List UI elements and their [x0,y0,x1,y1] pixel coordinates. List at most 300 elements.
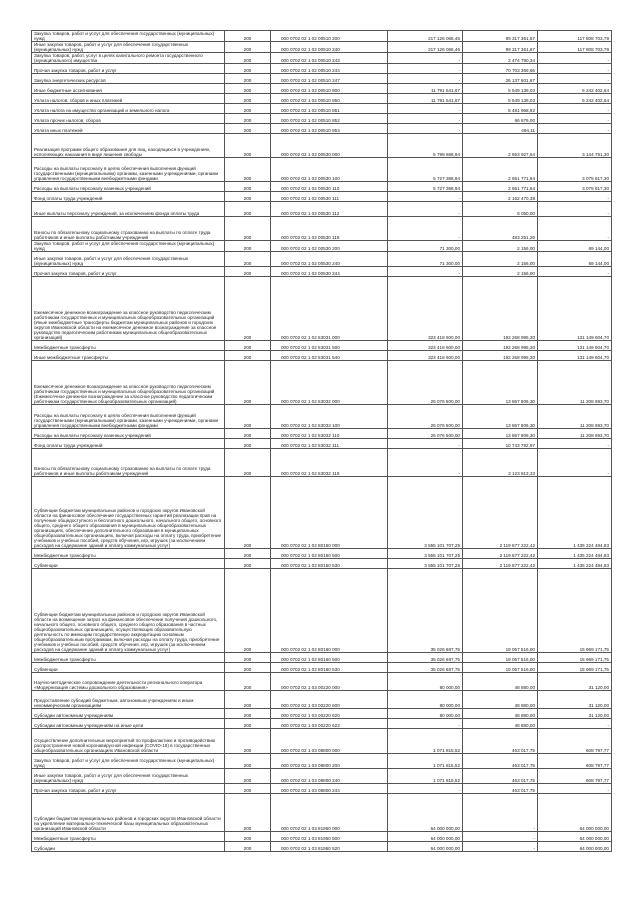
row-name: Закупка товаров, работ, услуг в целях капитального ремонта государственного (муниципального) имущества [32,53,225,64]
row-kbk-code: 000 0702 02 1 02 80160 530 [271,663,388,673]
row-approved-amount: - [388,449,463,477]
row-approved-amount: 1 071 815,52 [388,729,463,754]
table-row [32,439,612,449]
row-kbk-code: 000 0702 02 1 02 00530 200 [271,241,388,252]
row-executed-amount: 5 549 139,03 [463,94,538,104]
row-approved-amount: 80 000,00 [388,673,463,691]
row-remaining-amount: 608 797,77 [538,754,612,769]
row-name: Закупка товаров, работ и услуг для обеспечения государственных (муниципальных) нужд [32,31,225,42]
table-row [32,252,612,267]
row-kbk-code: 000 0702 02 1 02 80150 000 [271,477,388,549]
table-row [32,53,612,64]
row-code: 200 [225,267,271,277]
row-remaining-amount: - [538,74,612,84]
row-kbk-code: 000 0702 02 1 03 81950 500 [271,832,388,842]
row-kbk-code: 000 0702 02 1 02 00510 850 [271,94,388,104]
row-remaining-amount: 11 208 693,70 [538,429,612,439]
row-code: 200 [225,842,271,852]
table-row [32,114,612,124]
row-name: Взносы по обязательному социальному страхованию на выплаты по оплате труда работников и иные выплаты работникам учреждений [32,217,225,241]
row-name: Прочая закупка товаров, работ и услуг [32,267,225,277]
row-remaining-amount: 15 969 171,75 [538,653,612,663]
row-name: Иные выплаты персоналу учреждений, за исключением фонда оплаты труда [32,202,225,217]
row-name: Межбюджетные трансферты [32,653,225,663]
row-code: 200 [225,182,271,192]
row-approved-amount: 217 126 066,46 [388,42,463,53]
row-code: 200 [225,449,271,477]
row-executed-amount: 192 268 995,30 [463,351,538,361]
row-executed-amount: 2 119 877 222,42 [463,549,538,559]
row-remaining-amount: 64 000 000,00 [538,794,612,832]
table-row [32,405,612,429]
table-row [32,832,612,842]
row-remaining-amount: 608 797,77 [538,729,612,754]
table-row [32,842,612,852]
row-code: 200 [225,691,271,709]
row-kbk-code: 000 0702 02 1 02 53032 000 [271,361,388,405]
table-row [32,192,612,202]
row-approved-amount: 80 000,00 [388,691,463,709]
row-approved-amount: 11 791 541,67 [388,84,463,94]
row-executed-amount: 6 050,00 [463,202,538,217]
row-approved-amount: 80 000,00 [388,709,463,719]
row-approved-amount: - [388,104,463,114]
table-row [32,549,612,559]
row-executed-amount: 3 123 813,33 [463,449,538,477]
budget-report-sheet [31,30,611,852]
table-row [32,64,612,74]
row-kbk-code: 000 0702 02 1 03 08800 200 [271,754,388,769]
row-remaining-amount: 6 242 402,64 [538,84,612,94]
row-executed-amount: 2 156,00 [463,252,538,267]
row-remaining-amount: 3 075 617,30 [538,182,612,192]
row-kbk-code: 000 0702 02 1 02 53032 100 [271,405,388,429]
row-kbk-code: 000 0702 02 1 02 00530 111 [271,192,388,202]
row-kbk-code: 000 0702 02 1 03 00220 620 [271,709,388,719]
row-code: 200 [225,429,271,439]
row-code: 200 [225,94,271,104]
row-code: 200 [225,241,271,252]
table-body [32,31,612,852]
table-row [32,94,612,104]
row-name: Закупка товаров, работ и услуг для обеспечения государственных (муниципальных) нужд [32,754,225,769]
row-kbk-code: 000 0702 02 1 02 00530 100 [271,158,388,182]
row-approved-amount: - [388,217,463,241]
row-executed-amount: 2 162 470,38 [463,192,538,202]
row-name: Межбюджетные трансферты [32,341,225,351]
row-code: 200 [225,158,271,182]
row-remaining-amount: 11 208 693,70 [538,405,612,429]
row-code: 200 [225,134,271,158]
row-approved-amount: 1 071 815,52 [388,769,463,784]
row-executed-amount: 2 653 927,64 [463,134,538,158]
row-approved-amount: 3 555 101 707,25 [388,559,463,569]
row-name: Фонд оплаты труда учреждений [32,439,225,449]
row-approved-amount: 25 076 500,00 [388,405,463,429]
row-name: Субсидии бюджетам муниципальных районов и городских округов Ивановской области на укрепление материально-технической базы муниципальных образовательных организаций Ивановской области [32,794,225,832]
row-approved-amount: 71 300,00 [388,252,463,267]
row-remaining-amount: 1 435 224 484,83 [538,559,612,569]
row-remaining-amount: - [538,53,612,64]
row-kbk-code: 000 0702 02 1 03 81950 000 [271,794,388,832]
row-executed-amount: 48 880,00 [463,719,538,729]
row-executed-amount: 13 867 806,30 [463,429,538,439]
table-row [32,182,612,192]
row-remaining-amount: 117 808 703,79 [538,42,612,53]
row-executed-amount: 26 137 601,67 [463,74,538,84]
row-name: Закупка энергетических ресурсов [32,74,225,84]
budget-expenditure-table [31,30,612,852]
row-code: 200 [225,74,271,84]
row-kbk-code: 000 0702 02 1 03 08800 000 [271,729,388,754]
table-row [32,277,612,341]
row-remaining-amount: - [538,104,612,114]
row-code: 200 [225,477,271,549]
table-row [32,559,612,569]
row-executed-amount: 2 156,00 [463,267,538,277]
row-approved-amount: 323 418 600,00 [388,341,463,351]
table-row [32,569,612,653]
row-code: 200 [225,217,271,241]
row-kbk-code: 000 0702 02 1 02 00510 853 [271,124,388,134]
row-approved-amount: - [388,719,463,729]
row-executed-amount: 463 017,75 [463,729,538,754]
row-remaining-amount: - [538,124,612,134]
row-remaining-amount: 1 435 224 484,83 [538,477,612,549]
row-name: Взносы по обязательному социальному страхованию на выплаты по оплате труда работников и иные выплаты работникам учреждений [32,449,225,477]
row-remaining-amount: 31 120,00 [538,709,612,719]
row-kbk-code: 000 0702 02 1 02 00510 240 [271,42,388,53]
row-remaining-amount: - [538,784,612,794]
row-code: 200 [225,769,271,784]
row-code: 200 [225,569,271,653]
row-executed-amount: 5 549 139,03 [463,84,538,94]
row-remaining-amount: - [538,202,612,217]
row-code: 200 [225,663,271,673]
row-code: 200 [225,719,271,729]
row-code: 200 [225,754,271,769]
row-approved-amount: - [388,114,463,124]
row-code: 200 [225,794,271,832]
table-row [32,31,612,42]
row-kbk-code: 000 0702 02 1 02 53032 110 [271,429,388,439]
row-name: Субсидии [32,842,225,852]
row-executed-amount: 483 251,26 [463,217,538,241]
row-remaining-amount: 131 149 604,70 [538,341,612,351]
row-remaining-amount: 69 144,00 [538,241,612,252]
row-approved-amount: - [388,267,463,277]
table-row [32,719,612,729]
table-row [32,653,612,663]
row-executed-amount: 13 867 806,30 [463,361,538,405]
table-row [32,351,612,361]
row-remaining-amount: - [538,217,612,241]
row-executed-amount: 70 703 369,66 [463,64,538,74]
row-code: 200 [225,192,271,202]
row-kbk-code: 000 0702 02 1 02 00530 119 [271,217,388,241]
row-remaining-amount: 131 149 604,70 [538,351,612,361]
table-row [32,124,612,134]
row-code: 200 [225,42,271,53]
table-row [32,709,612,719]
row-name: Межбюджетные трансферты [32,832,225,842]
row-name: Иные бюджетные ассигнования [32,84,225,94]
row-name: Уплата прочих налогов, сборов [32,114,225,124]
row-remaining-amount: - [538,439,612,449]
row-approved-amount: 71 300,00 [388,241,463,252]
table-row [32,449,612,477]
table-row [32,104,612,114]
row-executed-amount: 99 317 361,67 [463,31,538,42]
row-approved-amount: 25 076 500,00 [388,361,463,405]
row-executed-amount: 66 676,00 [463,114,538,124]
row-executed-amount: 2 119 877 222,42 [463,477,538,549]
row-name: Иные межбюджетные трансферты [32,351,225,361]
row-name: Осуществление дополнительных мероприятий по профилактике и противодействию распространения новой коронавирусной инфекции (COVID-19) в государственных общеобразовательных организациях Ивановской области [32,729,225,754]
row-code: 200 [225,202,271,217]
row-kbk-code: 000 0702 02 1 02 80160 000 [271,569,388,653]
table-row [32,663,612,673]
table-row [32,794,612,832]
row-name: Прочая закупка товаров, работ и услуг [32,64,225,74]
row-code: 200 [225,64,271,74]
row-executed-amount: 19 057 516,00 [463,653,538,663]
row-remaining-amount: 11 208 693,70 [538,361,612,405]
table-row [32,202,612,217]
row-kbk-code: 000 0702 02 1 02 53031 500 [271,341,388,351]
table-row [32,769,612,784]
row-kbk-code: 000 0702 02 1 02 00510 851 [271,104,388,114]
row-code: 200 [225,559,271,569]
row-remaining-amount: 1 435 224 484,83 [538,549,612,559]
row-approved-amount: - [388,74,463,84]
table-row [32,341,612,351]
row-approved-amount: - [388,439,463,449]
row-kbk-code: 000 0702 02 1 02 80160 500 [271,653,388,663]
row-kbk-code: 000 0702 02 1 03 08800 244 [271,784,388,794]
row-kbk-code: 000 0702 02 1 02 80150 500 [271,549,388,559]
row-approved-amount: 217 126 066,46 [388,31,463,42]
row-name: Расходы на выплаты персоналу казенных учреждений [32,182,225,192]
row-name: Субсидии автономным учреждениям на иные цели [32,719,225,729]
row-name: Расходы на выплаты персоналу в целях обеспечения выполнения функций государственными (муниципальными) органами, казенными учреждениями, органами управления государственными внебюджетными фондами [32,405,225,429]
row-remaining-amount: 608 797,77 [538,769,612,784]
row-kbk-code: 000 0702 02 1 02 00510 200 [271,31,388,42]
row-remaining-amount: 117 808 703,79 [538,31,612,42]
table-row [32,158,612,182]
row-remaining-amount: 64 000 000,00 [538,842,612,852]
row-remaining-amount: 15 969 171,75 [538,663,612,673]
row-executed-amount: 48 880,00 [463,673,538,691]
row-remaining-amount: 69 144,00 [538,252,612,267]
row-code: 200 [225,673,271,691]
table-row [32,217,612,241]
row-executed-amount: 2 651 771,64 [463,182,538,192]
table-row [32,267,612,277]
row-kbk-code: 000 0702 02 1 03 08800 240 [271,769,388,784]
row-executed-amount: 463 017,75 [463,769,538,784]
table-row [32,134,612,158]
row-name: Ежемесячное денежное вознаграждение за классное руководство педагогическим работникам государственных и муниципальных общеобразовательных организаций (Иные межбюджетные трансферты бюджетам муниципальных районов и городских округов Ивановской области на ежемесячное денежное вознаграждение за классное руководство педагогическим работникам муниципальных общеобразовательных организаций) [32,277,225,341]
row-code: 200 [225,31,271,42]
row-remaining-amount: 64 000 000,00 [538,832,612,842]
row-approved-amount: 5 798 668,94 [388,134,463,158]
row-approved-amount: 5 727 368,94 [388,158,463,182]
row-name: Расходы на выплаты персоналу казенных учреждений [32,429,225,439]
table-row [32,241,612,252]
row-executed-amount: 2 651 771,64 [463,158,538,182]
row-approved-amount: 323 418 600,00 [388,277,463,341]
row-approved-amount: 323 418 600,00 [388,351,463,361]
row-code: 200 [225,361,271,405]
row-code: 200 [225,784,271,794]
row-approved-amount: - [388,202,463,217]
row-name: Субвенции [32,559,225,569]
row-remaining-amount: - [538,449,612,477]
row-kbk-code: 000 0702 02 1 02 00530 240 [271,252,388,267]
row-kbk-code: 000 0702 02 1 02 53032 119 [271,449,388,477]
row-kbk-code: 000 0702 02 1 03 00220 000 [271,673,388,691]
row-name: Иные закупки товаров, работ и услуг для обеспечения государственных (муниципальных) нужд [32,252,225,267]
row-approved-amount: 35 026 687,75 [388,569,463,653]
row-code: 200 [225,104,271,114]
row-executed-amount: 463 017,75 [463,754,538,769]
table-row [32,429,612,439]
row-code: 200 [225,341,271,351]
table-row [32,784,612,794]
row-code: 200 [225,405,271,429]
row-code: 200 [225,114,271,124]
row-remaining-amount: 31 120,00 [538,691,612,709]
row-kbk-code: 000 0702 02 1 02 00530 112 [271,202,388,217]
row-name: Субвенции бюджетам муниципальных районов и городских округов Ивановской области на возмещение затрат на финансовое обеспечение получения дошкольного, начального общего, основного общего, среднего общего образования в частных общеобразовательных организациях, осуществляющих образовательную деятельность по имеющим государственную аккредитацию основным общеобразовательным программам, включая расходы на оплату труда, приобретение учебников и учебных пособий, средств обучения, игр, игрушек (за исключением расходов на содержание зданий и оплату коммунальных услуг) [32,569,225,653]
table-row [32,673,612,691]
row-executed-amount: 2 474 790,34 [463,53,538,64]
table-row [32,691,612,709]
row-remaining-amount: - [538,267,612,277]
row-executed-amount: 463 017,75 [463,784,538,794]
table-row [32,754,612,769]
row-kbk-code: 000 0702 02 1 02 00510 247 [271,74,388,84]
row-remaining-amount: 3 075 617,30 [538,158,612,182]
row-kbk-code: 000 0702 02 1 02 00510 243 [271,53,388,64]
row-code: 200 [225,124,271,134]
table-row [32,361,612,405]
row-name: Прочая закупка товаров, работ и услуг [32,784,225,794]
row-name: Субсидии автономным учреждениям [32,709,225,719]
row-code: 200 [225,277,271,341]
row-kbk-code: 000 0702 02 1 02 00510 244 [271,64,388,74]
row-name: Субвенции [32,663,225,673]
row-executed-amount: 2 119 877 222,42 [463,559,538,569]
row-approved-amount: 11 791 541,67 [388,94,463,104]
row-executed-amount: 192 268 995,30 [463,341,538,351]
row-code: 200 [225,653,271,663]
row-code: 200 [225,439,271,449]
row-approved-amount: 3 555 101 707,25 [388,477,463,549]
row-remaining-amount: - [538,64,612,74]
row-remaining-amount: - [538,114,612,124]
row-approved-amount: - [388,53,463,64]
row-executed-amount: - [463,832,538,842]
row-remaining-amount: 31 120,00 [538,673,612,691]
row-code: 200 [225,729,271,754]
row-approved-amount: 64 000 000,00 [388,842,463,852]
row-executed-amount: 2 156,00 [463,241,538,252]
row-name: Реализация программ общего образования для лиц, находящихся в учреждениях, исполняющих наказания в виде лишения свободы [32,134,225,158]
row-name: Уплата иных платежей [32,124,225,134]
row-approved-amount: 64 000 000,00 [388,832,463,842]
table-row [32,729,612,754]
row-name: Закупка товаров, работ и услуг для обеспечения государственных (муниципальных) нужд [32,241,225,252]
row-name: Расходы на выплаты персоналу в целях обеспечения выполнения функций государственными (муниципальными) органами, казенными учреждениями, органами управления государственными внебюджетными фондами [32,158,225,182]
row-approved-amount: - [388,124,463,134]
row-approved-amount: 25 076 500,00 [388,429,463,439]
row-executed-amount: 99 317 361,67 [463,42,538,53]
row-kbk-code: 000 0702 02 1 02 00510 800 [271,84,388,94]
row-name: Уплата налогов, сборов и иных платежей [32,94,225,104]
row-kbk-code: 000 0702 02 1 03 00220 600 [271,691,388,709]
row-remaining-amount: - [538,192,612,202]
row-code: 200 [225,351,271,361]
row-code: 200 [225,832,271,842]
row-approved-amount: 35 026 687,75 [388,663,463,673]
row-executed-amount: 10 743 792,97 [463,439,538,449]
row-executed-amount: 5 481 968,92 [463,104,538,114]
row-code: 200 [225,84,271,94]
table-row [32,477,612,549]
row-approved-amount: - [388,64,463,74]
row-kbk-code: 000 0702 02 1 02 00530 110 [271,182,388,192]
row-executed-amount: 13 867 806,30 [463,405,538,429]
row-remaining-amount: 131 149 604,70 [538,277,612,341]
row-name: Предоставление субсидий бюджетным, автономным учреждениям и иным некоммерческим организациям [32,691,225,709]
row-kbk-code: 000 0702 02 1 02 00530 000 [271,134,388,158]
row-name: Фонд оплаты труда учреждений [32,192,225,202]
row-kbk-code: 000 0702 02 1 02 00510 852 [271,114,388,124]
row-name: Межбюджетные трансферты [32,549,225,559]
row-name: Ежемесячное денежное вознаграждение за классное руководство педагогическим работникам государственных и муниципальных общеобразовательных организаций (Ежемесячное денежное вознаграждение за классное руководство педагогическим работникам государственных общеобразовательных организаций) [32,361,225,405]
row-executed-amount: 48 880,00 [463,709,538,719]
row-name: Субвенции бюджетам муниципальных районов и городских округов Ивановской области на финансовое обеспечение государственных гарантий реализации прав на получение общедоступного и бесплатного дошкольного, начального общего, основного общего, среднего общего образования в муниципальных общеобразовательных организациях, обеспечение дополнительного образования в муниципальных общеобразовательных организациях, включая расходы на оплату труда, приобретение учебников и учебных пособий, средств обучения, игр, игрушек (за исключением расходов на содержание зданий и оплату коммунальных услуг) [32,477,225,549]
row-code: 200 [225,53,271,64]
row-executed-amount: 19 057 516,00 [463,663,538,673]
row-name: Иные закупки товаров, работ и услуг для обеспечения государственных (муниципальных) нужд [32,42,225,53]
row-approved-amount: 64 000 000,00 [388,794,463,832]
row-name: Научно-методическое сопровождение деятельности регионального оператора «Модернизация системы дошкольного образования» [32,673,225,691]
table-row [32,84,612,94]
row-kbk-code: 000 0702 02 1 03 81950 520 [271,842,388,852]
row-remaining-amount: - [538,719,612,729]
row-executed-amount: - [463,794,538,832]
table-row [32,42,612,53]
row-kbk-code: 000 0702 02 1 02 53032 111 [271,439,388,449]
row-kbk-code: 000 0702 02 1 02 53031 540 [271,351,388,361]
row-approved-amount: 1 071 815,52 [388,754,463,769]
row-approved-amount: 3 555 101 707,25 [388,549,463,559]
row-approved-amount: - [388,192,463,202]
row-name: Уплата налога на имущество организаций и земельного налога [32,104,225,114]
row-name: Иные закупки товаров, работ и услуг для обеспечения государственных (муниципальных) нужд [32,769,225,784]
row-remaining-amount: 3 144 751,30 [538,134,612,158]
table-row [32,74,612,84]
row-kbk-code: 000 0702 02 1 02 80150 530 [271,559,388,569]
row-approved-amount: - [388,784,463,794]
row-approved-amount: 35 026 687,75 [388,653,463,663]
row-executed-amount: 19 057 516,00 [463,569,538,653]
row-approved-amount: 5 727 368,94 [388,182,463,192]
row-executed-amount: - [463,842,538,852]
